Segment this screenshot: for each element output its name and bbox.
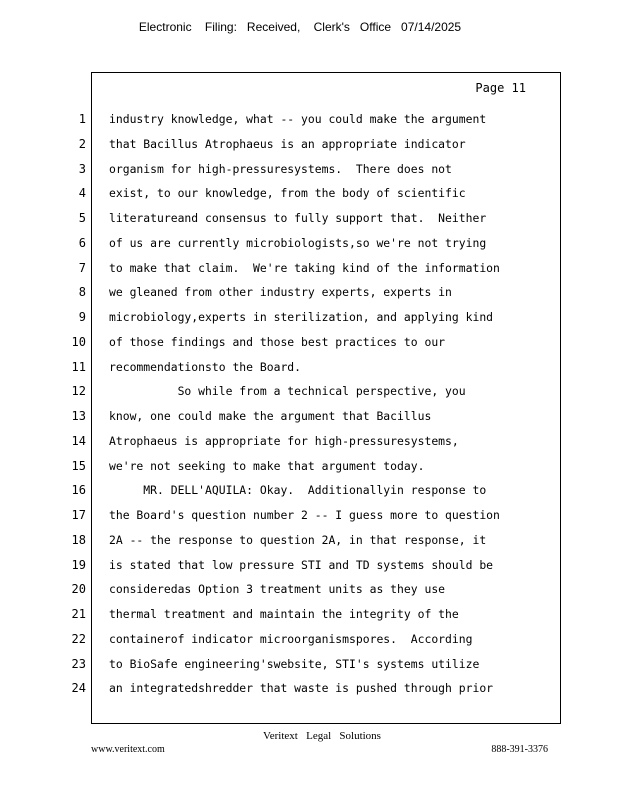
- line-number: 19: [71, 557, 86, 572]
- transcript-line: to BioSafe engineering'swebsite, STI's systems utilize: [109, 656, 480, 671]
- line-number: 20: [71, 582, 86, 597]
- line-number: 16: [71, 483, 86, 498]
- page-number: Page 11: [475, 81, 526, 95]
- line-number-column: [40, 110, 86, 704]
- line-number: 3: [78, 161, 86, 176]
- filing-stamp: Electronic Filing: Received, Clerk's Office 07/14/2025: [138, 20, 462, 34]
- line-number: 1: [78, 112, 86, 126]
- line-number: 17: [71, 508, 86, 522]
- line-number: 22: [71, 631, 86, 646]
- transcript-text: [109, 110, 549, 704]
- line-number: 24: [71, 681, 86, 696]
- transcript-line: we're not seeking to make that argument today.: [109, 458, 425, 473]
- line-number: 21: [71, 607, 86, 621]
- transcript-line: know, one could make the argument that Bacillus: [109, 409, 432, 423]
- transcript-line: Atrophaeus is appropriate for high-pressuresystems,: [109, 433, 459, 448]
- transcript-line: we gleaned from other industry experts, experts in: [109, 285, 452, 300]
- line-number: 2: [78, 136, 86, 151]
- transcript-line: literatureand consensus to fully support that. Neither: [109, 211, 487, 225]
- footer-website: www.veritext.com: [91, 744, 165, 755]
- transcript-line: to make that claim. We're taking kind of the information: [109, 260, 500, 275]
- line-number: 14: [71, 433, 86, 448]
- transcript-line: industry knowledge, what -- you could make the argument: [109, 112, 487, 126]
- transcript-line: MR. DELL'AQUILA: Okay. Additionallyin response to: [109, 483, 487, 498]
- line-number: 5: [78, 211, 86, 225]
- line-number: 6: [78, 235, 86, 250]
- transcript-line: is stated that low pressure STI and TD systems should be: [109, 557, 494, 572]
- transcript-line: 2A -- the response to question 2A, in that response, it: [109, 532, 487, 547]
- line-number: 15: [71, 458, 86, 473]
- transcript-line: of those findings and those best practices to our: [109, 334, 446, 349]
- line-number: 7: [78, 260, 86, 275]
- line-number: 18: [71, 532, 86, 547]
- transcript-line: that Bacillus Atrophaeus is an appropriate indicator: [109, 136, 466, 151]
- line-number: 10: [71, 334, 86, 349]
- transcript-line: recommendationsto the Board.: [109, 359, 302, 374]
- transcript-line: containerof indicator microorganismspores. According: [109, 631, 473, 646]
- transcript-line: thermal treatment and maintain the integrity of the: [109, 607, 459, 621]
- footer-phone: 888-391-3376: [491, 744, 548, 755]
- transcript-line: consideredas Option 3 treatment units as they use: [109, 582, 446, 597]
- line-number: 9: [78, 310, 86, 324]
- line-number: 23: [71, 656, 86, 671]
- transcript-line: microbiology,experts in sterilization, and applying kind: [109, 310, 494, 324]
- transcript-line: an integratedshredder that waste is pushed through prior: [109, 681, 494, 696]
- transcript-line: So while from a technical perspective, you: [109, 384, 466, 399]
- transcript-line: organism for high-pressuresystems. There does not: [109, 161, 452, 176]
- line-number: 11: [71, 359, 86, 374]
- footer-company: Veritext Legal Solutions: [263, 730, 381, 742]
- transcript-line: of us are currently microbiologists,so we're not trying: [109, 235, 487, 250]
- line-number: 8: [78, 285, 86, 300]
- line-number: 12: [71, 384, 86, 399]
- line-number: 4: [78, 186, 86, 201]
- transcript-line: the Board's question number 2 -- I guess more to question: [109, 508, 500, 522]
- transcript-line: exist, to our knowledge, from the body of scientific: [109, 186, 466, 201]
- line-number: 13: [71, 409, 86, 423]
